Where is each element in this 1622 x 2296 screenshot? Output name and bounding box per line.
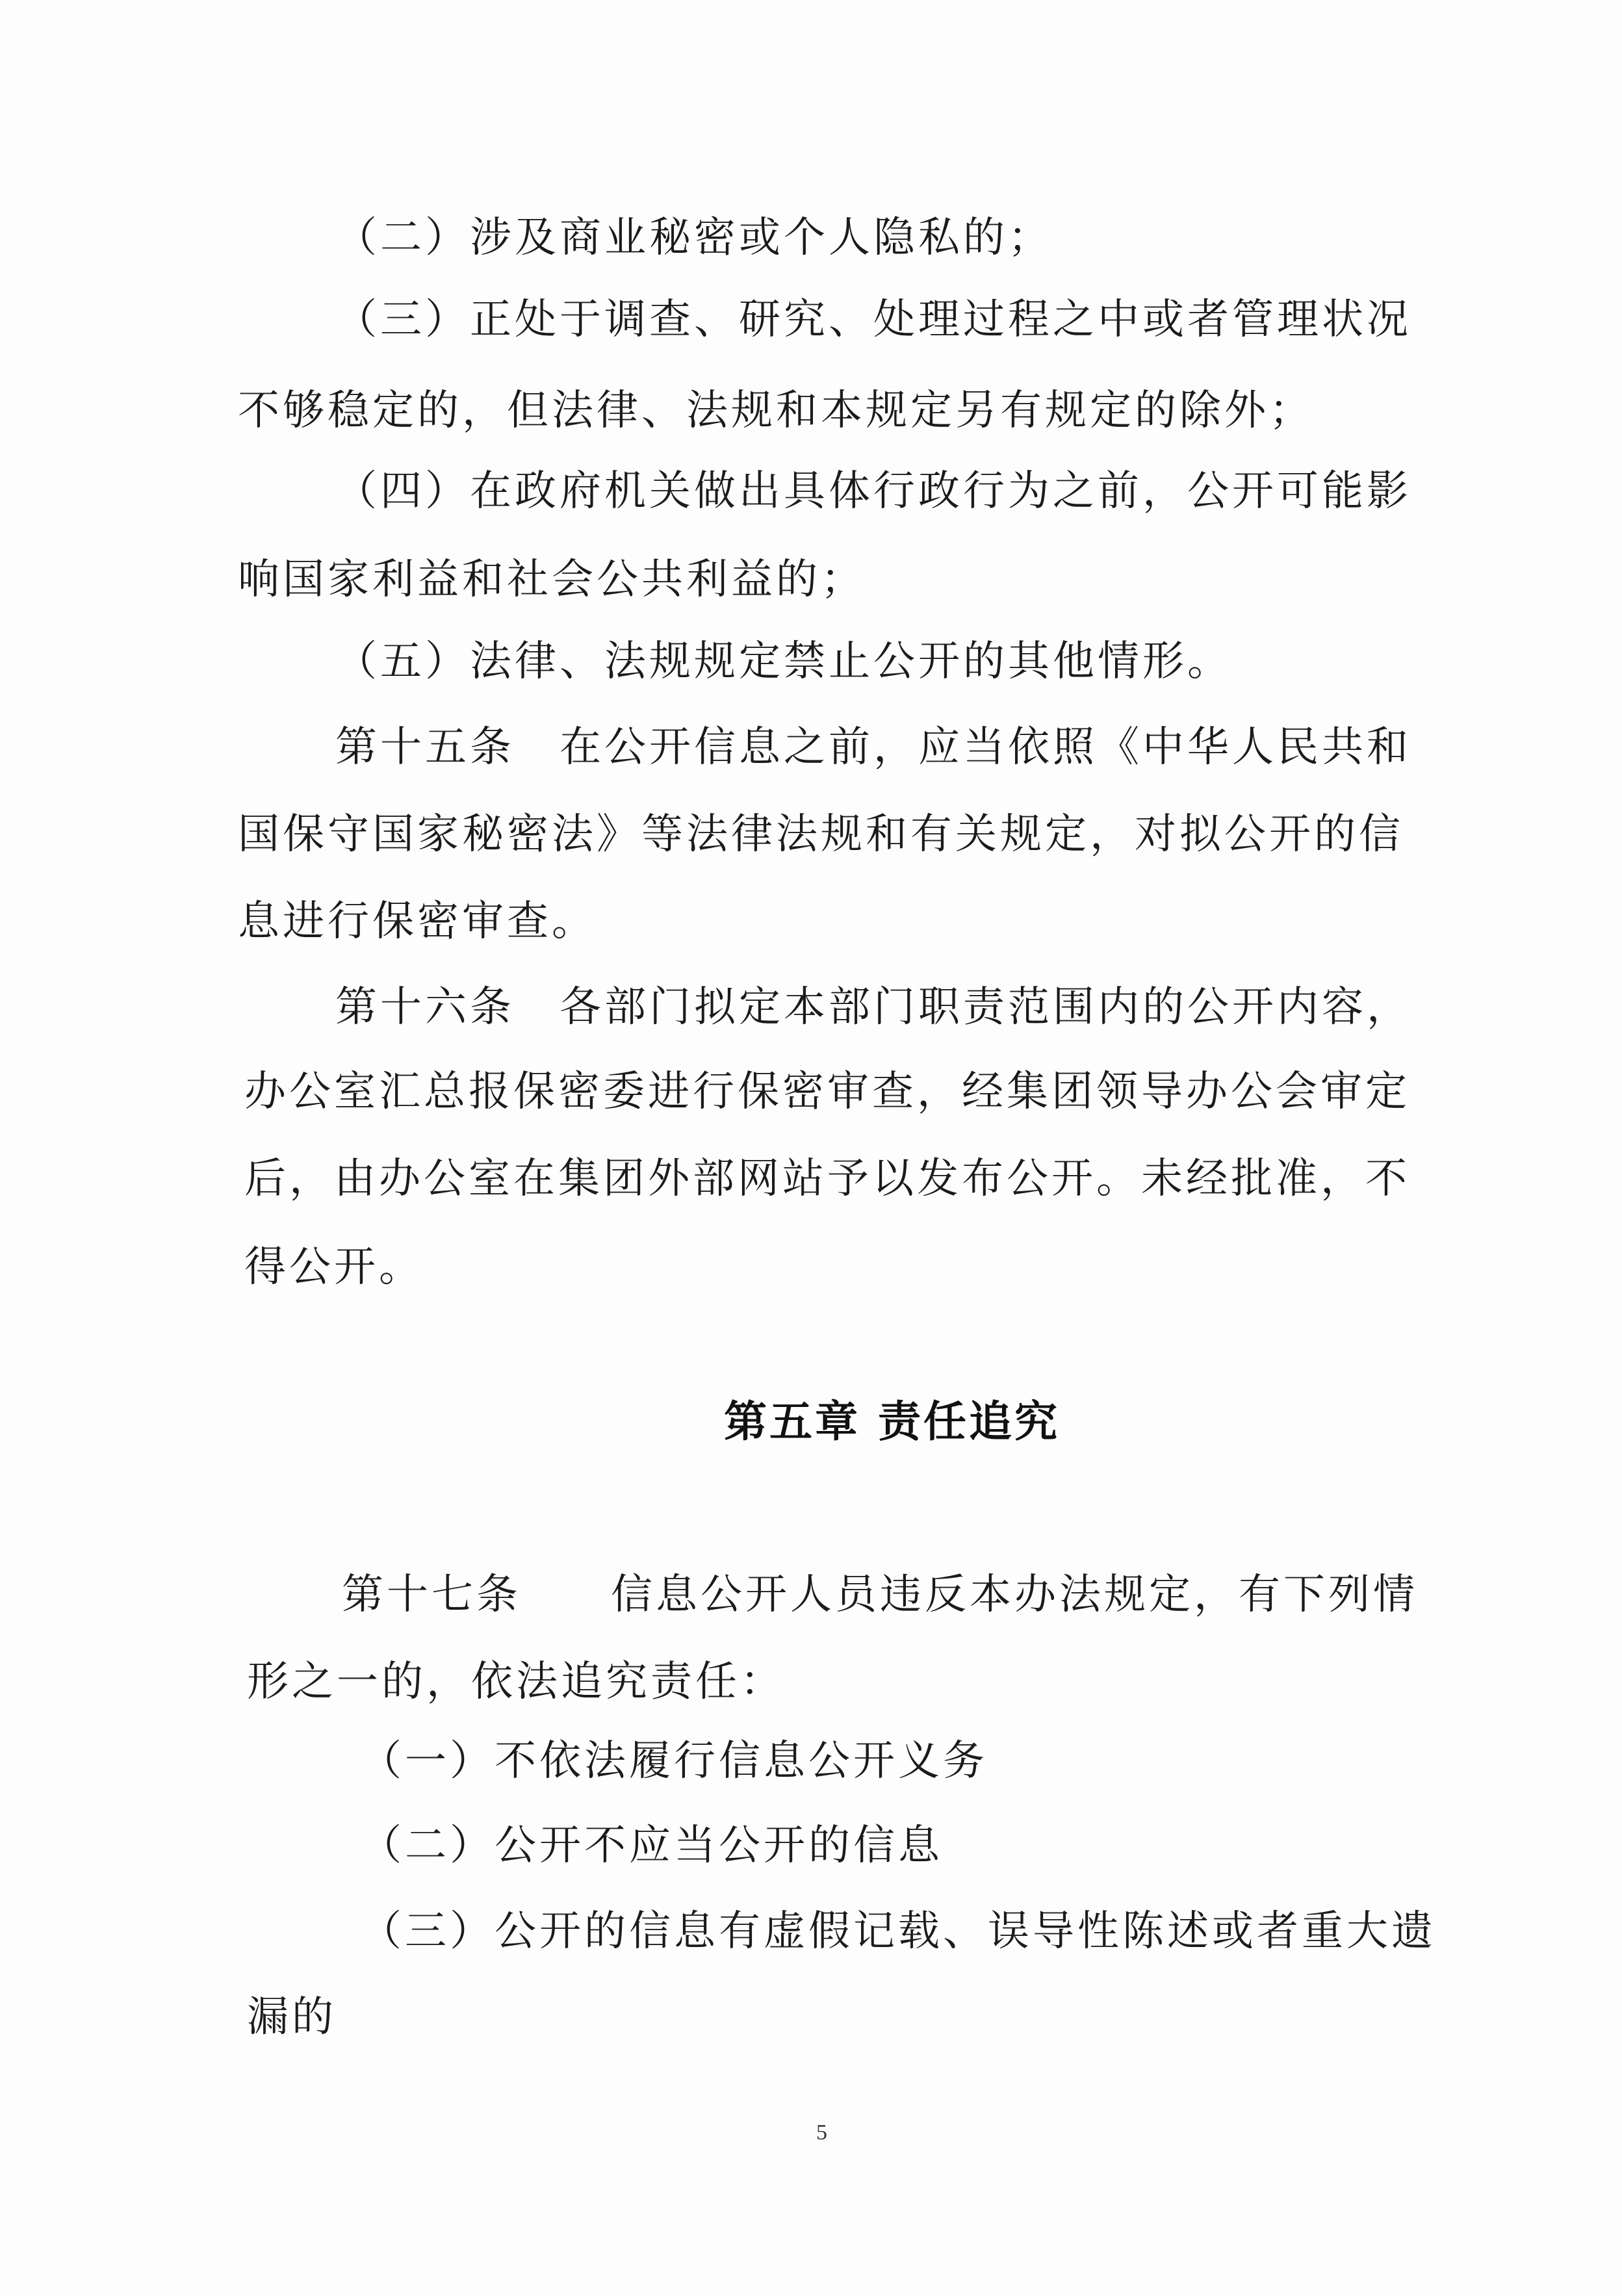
article-16-cont-1: 办公室汇总报保密委进行保密审查，经集团领导办公会审定	[244, 1068, 1410, 1116]
article-17-cont: 形之一的，依法追究责任：	[247, 1658, 785, 1706]
article-16-cont-3: 得公开。	[244, 1243, 424, 1291]
article-16-cont-2: 后，由办公室在集团外部网站予以发布公开。未经批准，不	[244, 1155, 1410, 1203]
clause-item-2: （二）涉及商业秘密或个人隐私的；	[335, 214, 1053, 262]
clause-item-4: （四）在政府机关做出具体行政行为之前，公开可能影	[335, 467, 1411, 515]
page-number: 5	[816, 2121, 827, 2145]
clause-item-3-cont: 不够稳定的，但法律、法规和本规定另有规定的除外；	[238, 387, 1314, 435]
liability-item-2: （二）公开不应当公开的信息	[360, 1822, 943, 1870]
liability-item-3: （三）公开的信息有虚假记载、误导性陈述或者重大遗	[360, 1907, 1436, 1955]
article-15-cont-1: 国保守国家秘密法》等法律法规和有关规定，对拟公开的信	[238, 810, 1404, 858]
clause-item-5: （五）法律、法规规定禁止公开的其他情形。	[335, 638, 1232, 686]
liability-item-3-cont: 漏的	[247, 1993, 337, 2041]
article-17: 第十七条 信息公开人员违反本办法规定，有下列情	[342, 1571, 1418, 1619]
clause-item-4-cont: 响国家利益和社会公共利益的；	[238, 556, 866, 604]
article-15-cont-2: 息进行保密审查。	[238, 897, 597, 946]
clause-item-3: （三）正处于调查、研究、处理过程之中或者管理状况	[335, 296, 1411, 344]
liability-item-1: （一）不依法履行信息公开义务	[360, 1737, 988, 1785]
chapter-heading: 第五章 责任追究	[724, 1397, 1060, 1447]
article-16: 第十六条 各部门拟定本部门职责范围内的公开内容，	[335, 983, 1411, 1031]
article-15: 第十五条 在公开信息之前，应当依照《中华人民共和	[335, 723, 1411, 771]
